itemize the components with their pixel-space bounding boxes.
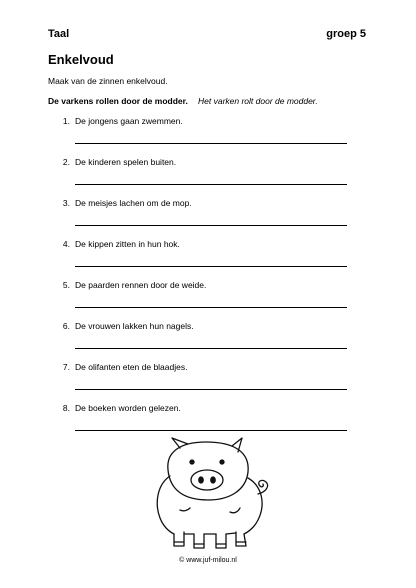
answer-line[interactable] — [75, 266, 347, 267]
question-number: 8. — [62, 403, 70, 413]
grade-label: groep 5 — [326, 28, 366, 40]
question-text: De meisjes lachen om de mop. — [75, 198, 192, 208]
pig-illustration-icon — [140, 436, 276, 552]
subject-label: Taal — [48, 28, 70, 40]
question-text: De vrouwen lakken hun nagels. — [75, 321, 194, 331]
page-title: Enkelvoud — [48, 52, 114, 67]
answer-line[interactable] — [75, 307, 347, 308]
example-answer: Het varken rolt door de modder. — [198, 96, 318, 106]
instruction-text: Maak van de zinnen enkelvoud. — [48, 76, 168, 86]
question-number: 4. — [62, 239, 70, 249]
question-text: De kippen zitten in hun hok. — [75, 239, 180, 249]
copyright-text: © www.juf-milou.nl — [179, 557, 237, 564]
question-number: 7. — [62, 362, 70, 372]
answer-line[interactable] — [75, 430, 347, 431]
question-text: De olifanten eten de blaadjes. — [75, 362, 188, 372]
answer-line[interactable] — [75, 389, 347, 390]
example-sentence: De varkens rollen door de modder. — [48, 96, 188, 106]
question-text: De boeken worden gelezen. — [75, 403, 181, 413]
question-text: De paarden rennen door de weide. — [75, 280, 207, 290]
answer-line[interactable] — [75, 225, 347, 226]
question-number: 5. — [62, 280, 70, 290]
question-number: 1. — [62, 116, 70, 126]
question-number: 3. — [62, 198, 70, 208]
answer-line[interactable] — [75, 348, 347, 349]
answer-line[interactable] — [75, 184, 347, 185]
question-text: De kinderen spelen buiten. — [75, 157, 177, 167]
question-number: 2. — [62, 157, 70, 167]
question-text: De jongens gaan zwemmen. — [75, 116, 183, 126]
question-number: 6. — [62, 321, 70, 331]
answer-line[interactable] — [75, 143, 347, 144]
